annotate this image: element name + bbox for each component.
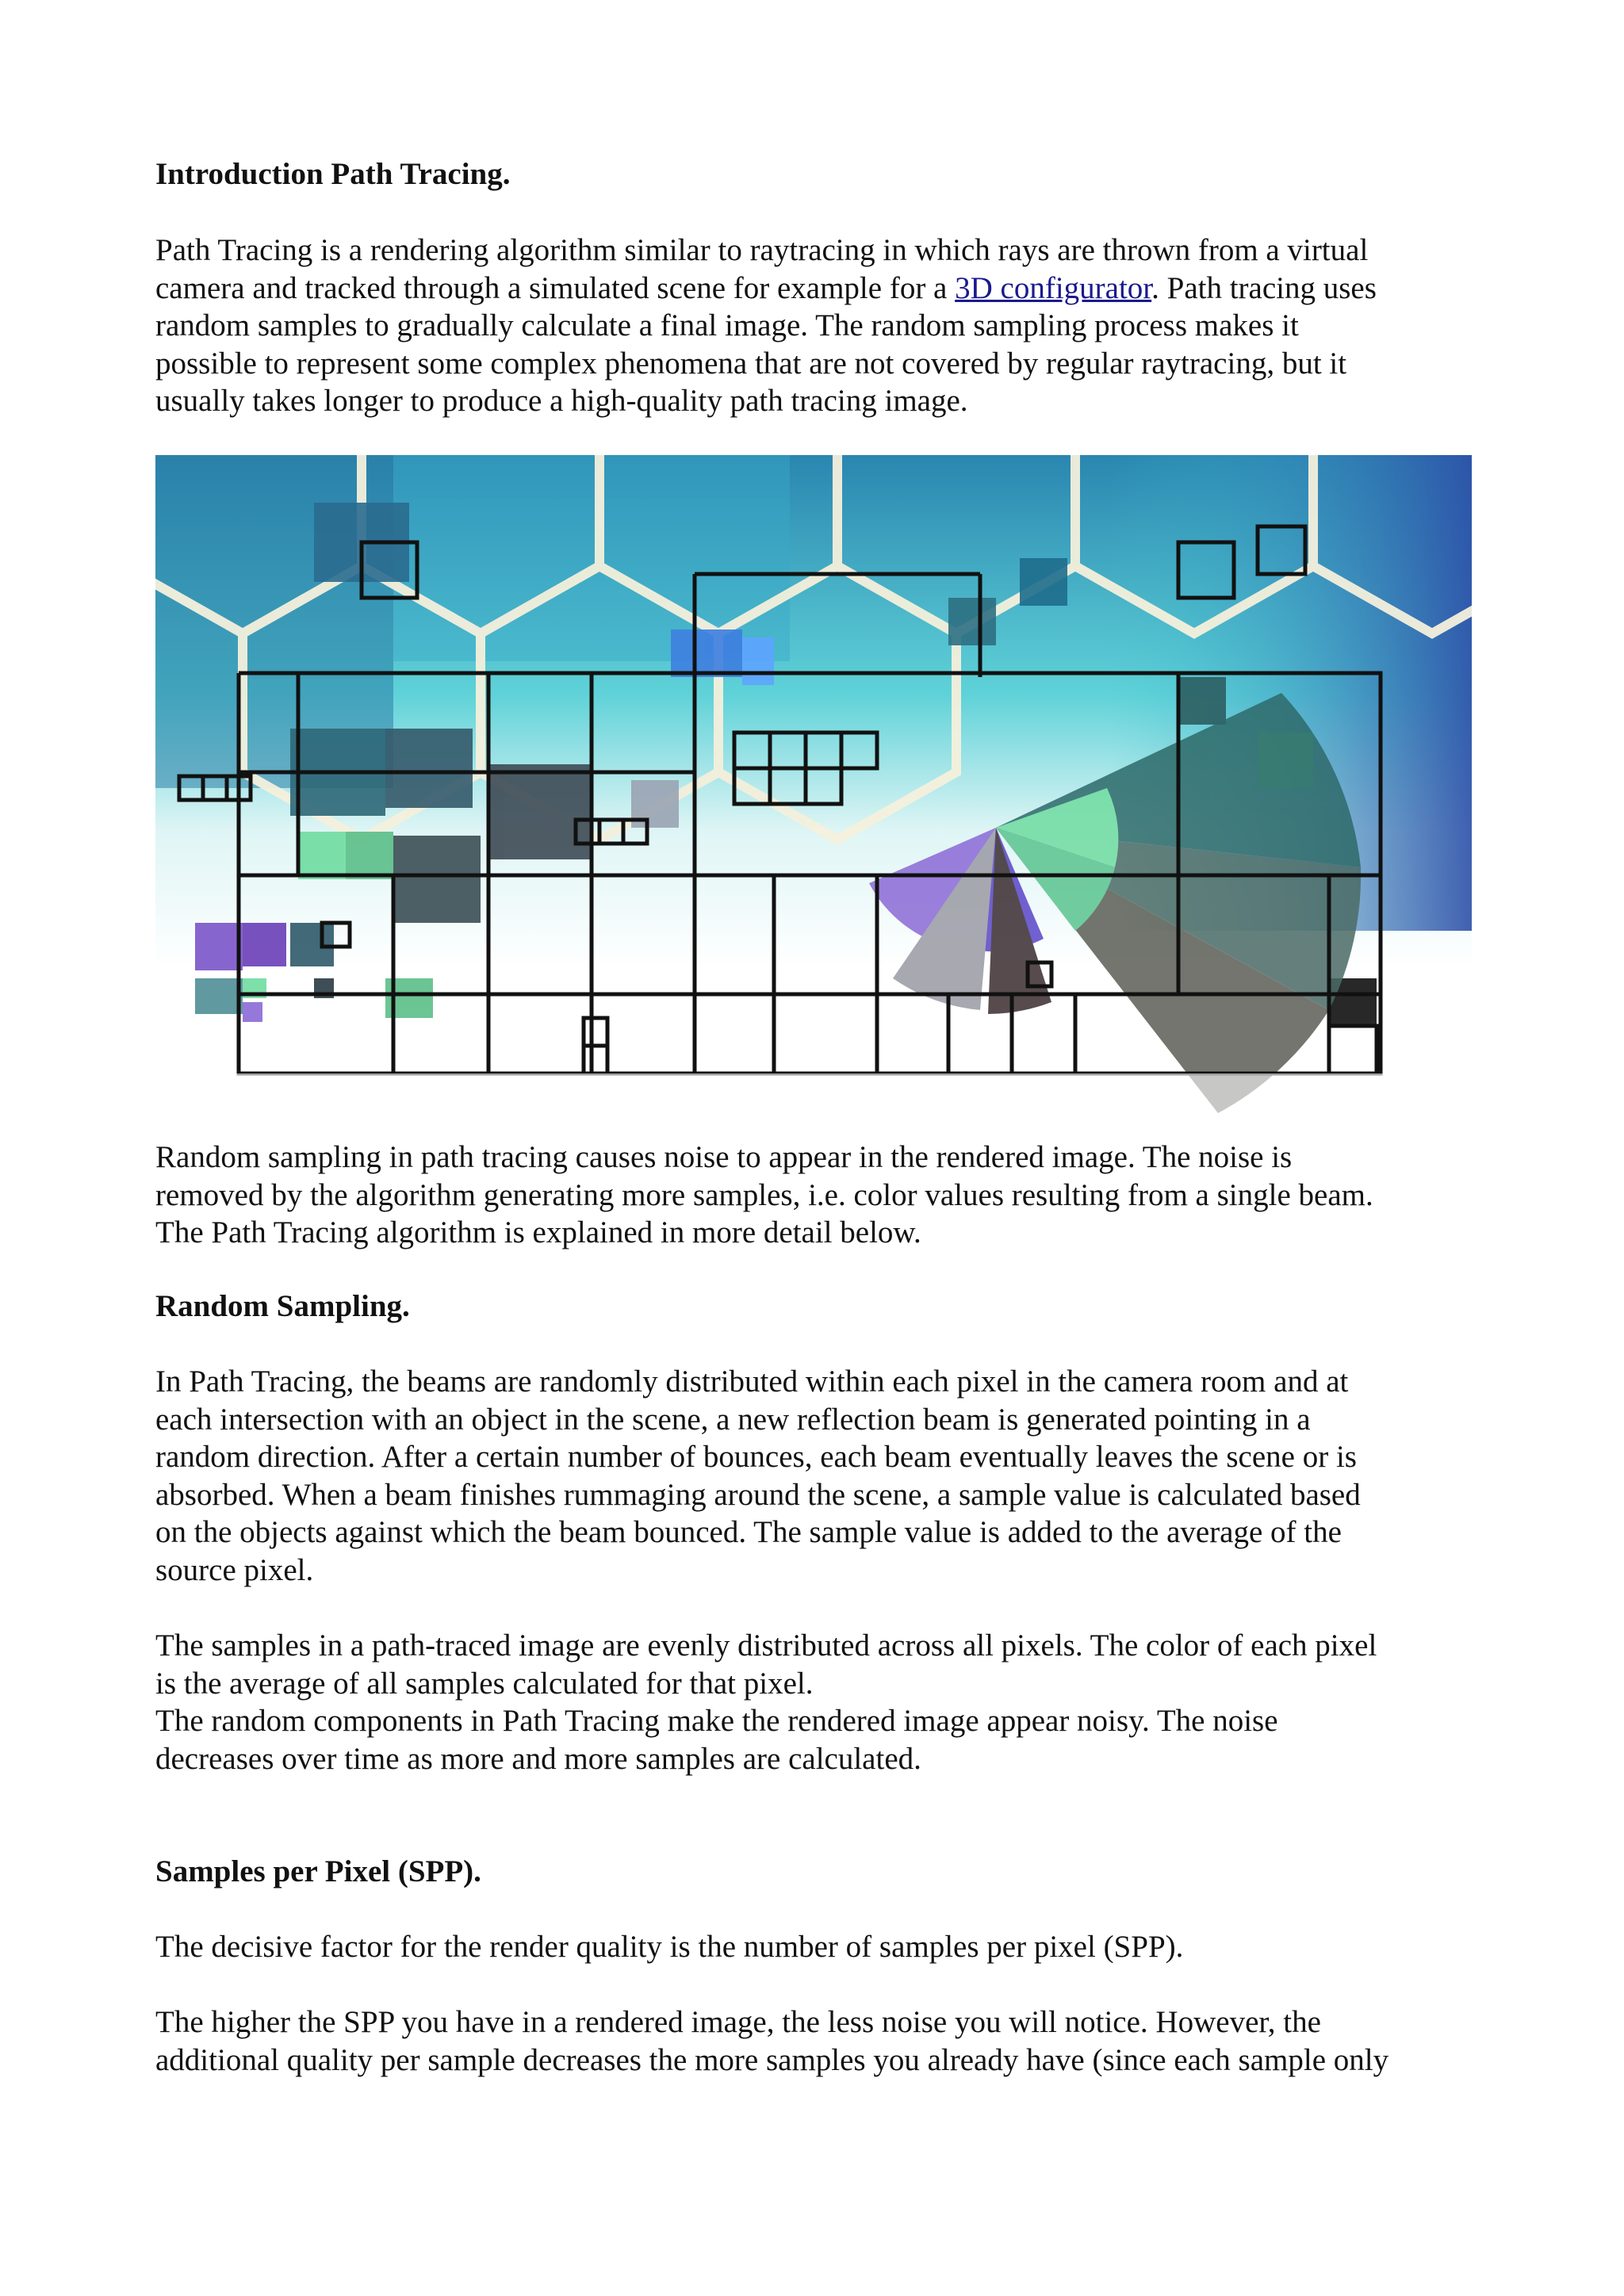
paragraph-random-sampling-noise xyxy=(155,1138,1488,1252)
text-line: random direction. After a certain number of bounces, each beam eventually leaves the scene or is xyxy=(155,1440,1357,1474)
text-line: source pixel. xyxy=(155,1552,314,1587)
text-line: In Path Tracing, the beams are randomly distributed within each pixel in the camera room and at xyxy=(155,1364,1349,1399)
text-line: decreases over time as more and more samples are calculated. xyxy=(155,1741,921,1776)
heading-samples-per-pixel: Samples per Pixel (SPP). xyxy=(155,1854,481,1888)
text-line: Random sampling in path tracing causes noise to appear in the rendered image. The noise is xyxy=(155,1140,1293,1174)
text-fragment: . Path tracing uses xyxy=(1151,270,1377,305)
text-line: possible to represent some complex phenomena that are not covered by regular raytracing, but it xyxy=(155,346,1347,381)
text-line: is the average of all samples calculated for that pixel. xyxy=(155,1666,814,1701)
text-line: random samples to gradually calculate a final image. The random sampling process makes it xyxy=(155,308,1299,342)
paragraph-noise-decrease xyxy=(155,1702,1488,1777)
heading-introduction-path-tracing: Introduction Path Tracing. xyxy=(155,157,511,191)
text-line: The higher the SPP you have in a rendered image, the less noise you will notice. However, the xyxy=(155,2005,1321,2039)
path-tracing-illustration xyxy=(155,455,1472,1138)
paragraph-spp-decisive-factor xyxy=(155,1928,1488,1966)
text-line: Path Tracing is a rendering algorithm similar to raytracing in which rays are thrown from a virtual xyxy=(155,233,1369,267)
text-line: usually takes longer to produce a high-quality path tracing image. xyxy=(155,384,968,418)
text-line: on the objects against which the beam bounced. The sample value is added to the average of the xyxy=(155,1515,1342,1549)
3d-configurator-link[interactable]: 3D configurator xyxy=(955,270,1152,305)
text-line: additional quality per sample decreases the more samples you already have (since each sample only xyxy=(155,2042,1389,2077)
paragraph-introduction xyxy=(155,232,1488,420)
heading-random-sampling: Random Sampling. xyxy=(155,1289,410,1323)
text-line: The random components in Path Tracing make the rendered image appear noisy. The noise xyxy=(155,1704,1278,1738)
text-line: each intersection with an object in the scene, a new reflection beam is generated pointing in a xyxy=(155,1402,1311,1437)
text-line: The samples in a path-traced image are evenly distributed across all pixels. The color of each pixel xyxy=(155,1628,1377,1663)
text-line-with-link xyxy=(155,270,1488,308)
text-line: absorbed. When a beam finishes rummaging around the scene, a sample value is calculated based xyxy=(155,1477,1361,1512)
abstract-hexagon-grid-image xyxy=(155,455,1472,1138)
paragraph-random-sampling xyxy=(155,1363,1488,1589)
text-fragment: camera and tracked through a simulated scene for example for a xyxy=(155,270,956,305)
paragraph-samples-distribution xyxy=(155,1627,1488,1702)
text-line: The decisive factor for the render quality is the number of samples per pixel (SPP). xyxy=(155,1930,1184,1964)
paragraph-spp-quality xyxy=(155,2003,1488,2079)
text-line: The Path Tracing algorithm is explained in more detail below. xyxy=(155,1215,921,1249)
text-line: removed by the algorithm generating more samples, i.e. color values resulting from a single beam. xyxy=(155,1177,1373,1212)
